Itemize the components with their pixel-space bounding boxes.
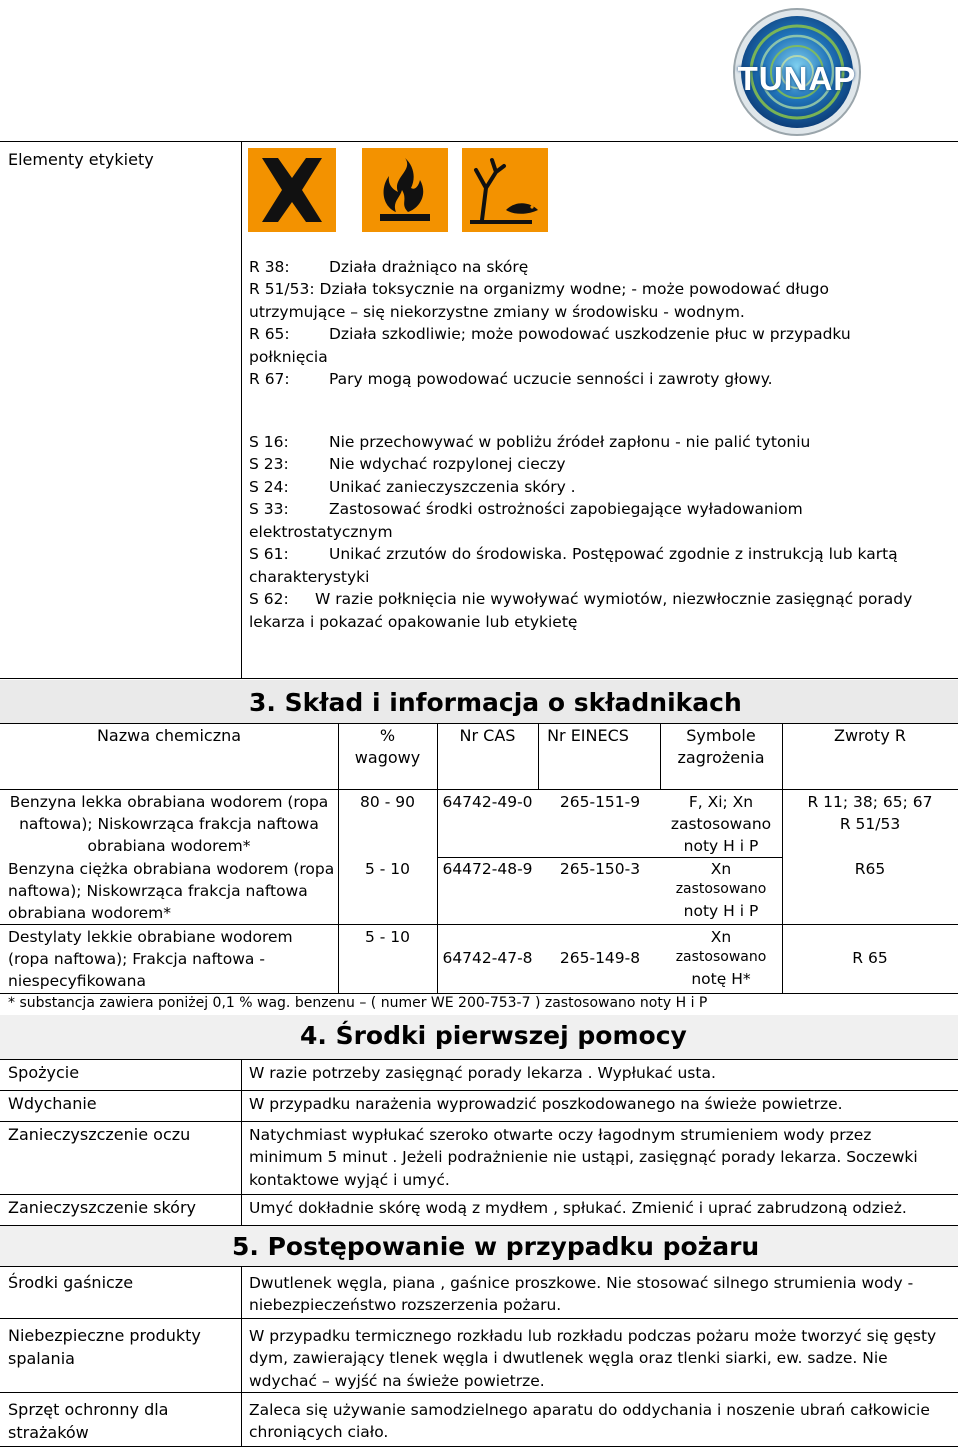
row-r: R 11; 38; 65; 67 R 51/53 [807, 793, 933, 833]
tunap-logo [728, 6, 866, 138]
fire-label: Niebezpieczne produkty spalania [8, 1326, 201, 1369]
first-aid-label: Spożycie [8, 1063, 80, 1082]
row-name: Benzyna lekka obrabiana wodorem (ropa naftowa); Niskowrząca frakcja naftowa obrabiana wodorem* [9, 793, 329, 855]
harmful-x-icon [248, 148, 336, 232]
col-header-cas: Nr CAS [459, 726, 516, 745]
row-rule [0, 924, 958, 925]
first-aid-label: Zanieczyszczenie skóry [8, 1198, 197, 1217]
row-rule [0, 1318, 958, 1319]
logo-text: TUNAP [737, 60, 857, 97]
s-phrase: S 61: Unikać zrzutów do środowiska. Postępować zgodnie z instrukcją lub kartą charakterystyki [249, 545, 898, 586]
s-phrases [249, 431, 929, 633]
row-einecs: 265-149-8 [559, 949, 641, 967]
fire-label: Sprzęt ochronny dla strażaków [8, 1400, 169, 1443]
row-rule [0, 1090, 958, 1091]
environment-dead-tree-icon [462, 148, 548, 232]
fire-text: Zaleca się używanie samodzielnego aparatu do oddychania i noszenie ubrań całkowicie chroniących ciało. [249, 1401, 930, 1442]
row-r: R 65 [852, 949, 888, 967]
col-header-einecs: Nr EINECS [547, 726, 629, 745]
s-phrase: S 23: Nie wdychać rozpylonej cieczy [249, 455, 566, 474]
r-phrases [249, 256, 929, 391]
col-header-r: Zwroty R [833, 726, 906, 745]
row-cas: 64472-48-9 [442, 860, 533, 878]
r-phrase: R 51/53: Działa toksycznie na organizmy wodne; - może powodować długo utrzymujące – się niekorzystne zmiany w środowisku - wodnym. [249, 280, 829, 321]
row-cas: 64742-47-8 [442, 949, 533, 967]
fire-text: Dwutlenek węgla, piana , gaśnice proszkowe. Nie stosować silnego strumienia wody - niebezpieczeństwo rozszerzenia pożaru. [249, 1274, 914, 1315]
r-phrase: R 65: Działa szkodliwie; może powodować uszkodzenie płuc w przypadku połknięcia [249, 325, 851, 366]
row-rule [0, 1266, 958, 1267]
section3-title: 3. Skład i informacja o składnikach [249, 688, 742, 717]
first-aid-label: Zanieczyszczenie oczu [8, 1125, 191, 1144]
first-aid-label: Wdychanie [8, 1094, 97, 1113]
row-symbols: Xn zastosowano notę H* [675, 928, 767, 988]
row-symbols: Xn zastosowano noty H i P [675, 860, 767, 920]
table-header-rule [0, 789, 958, 790]
section4-title: 4. Środki pierwszej pomocy [300, 1021, 687, 1050]
section-rule [0, 678, 958, 679]
row-einecs: 265-150-3 [559, 860, 641, 878]
r-phrase: R 38: Działa drażniąco na skórę [249, 258, 529, 276]
row-cas: 64742-49-0 [442, 793, 533, 811]
label-divider [241, 1266, 242, 1446]
first-aid-text: Umyć dokładnie skórę wodą z mydłem , spłukać. Zmienić i uprać zabrudzoną odzież. [249, 1199, 907, 1217]
row-rule [0, 1059, 958, 1060]
s-phrase: S 33: Zastosować środki ostrożności zapobiegające wyładowaniom elektrostatycznym [249, 500, 803, 541]
s-phrase: S 62: W razie połknięcia nie wywoływać wymiotów, niezwłocznie zasięgnąć porady lekarza i pokazać opakowanie lub etykietę [249, 590, 913, 631]
fire-text: W przypadku termicznego rozkładu lub rozkładu podczas pożaru może tworzyć się gęsty dym, zawierający tlenek węgla i dwutlenek węgla oraz tlenki siarki, ew. sadze. Nie wdychać – wyjść na świeże powietrze. [249, 1327, 937, 1390]
row-name: Destylaty lekkie obrabiane wodorem (ropa naftowa); Frakcja naftowa - niespecyfikowana [8, 928, 293, 990]
row-name: Benzyna ciężka obrabiana wodorem (ropa naftowa); Niskowrząca frakcja naftowa obrabiana wodorem* [8, 860, 335, 922]
row-percent: 5 - 10 [364, 860, 411, 878]
col-header-name: Nazwa chemiczna [96, 726, 242, 745]
row-percent: 80 - 90 [360, 793, 415, 811]
top-rule [0, 141, 958, 142]
flammable-flame-icon [362, 148, 448, 232]
row-symbols: F, Xi; Xn zastosowano noty H i P [670, 793, 772, 855]
label-divider [241, 142, 242, 678]
r-phrase: R 67: Pary mogą powodować uczucie senności i zawroty głowy. [249, 370, 773, 389]
col-header-symbols: Symbole zagrożenia [677, 726, 765, 768]
first-aid-text: Natychmiast wypłukać szeroko otwarte oczy łagodnym strumieniem wody przez minimum 5 minut . Jeżeli podrażnienie nie ustąpi, zasięgnąć porady lekarza. Soczewki kontaktowe wyjąć i umyć. [249, 1126, 918, 1189]
section3-bar-rule [0, 723, 958, 724]
col-header-percent: % wagowy [354, 726, 421, 768]
row-r: R65 [854, 860, 886, 878]
first-aid-text: W przypadku narażenia wyprowadzić poszkodowanego na świeże powietrze. [249, 1095, 843, 1113]
row-percent: 5 - 10 [364, 928, 411, 946]
label-elements-title: Elementy etykiety [8, 150, 154, 169]
footnote: * substancja zawiera poniżej 0,1 % wag. benzenu – ( numer WE 200-753-7 ) zastosowano noty H i P [8, 995, 708, 1011]
row-rule [0, 1446, 958, 1447]
s-phrase: S 16: Nie przechowywać w pobliżu źródeł zapłonu - nie palić tytoniu [249, 433, 811, 451]
row-rule [0, 1194, 958, 1195]
label-divider [241, 1059, 242, 1225]
s-phrase: S 24: Unikać zanieczyszczenia skóry . [249, 477, 576, 496]
row-einecs: 265-151-9 [559, 793, 641, 811]
section5-title: 5. Postępowanie w przypadku pożaru [232, 1232, 760, 1261]
row-rule [0, 1121, 958, 1122]
col-divider [338, 789, 339, 993]
fire-label: Środki gaśnicze [8, 1273, 134, 1292]
first-aid-text: W razie potrzeby zasięgnąć porady lekarza . Wypłukać usta. [249, 1064, 716, 1082]
